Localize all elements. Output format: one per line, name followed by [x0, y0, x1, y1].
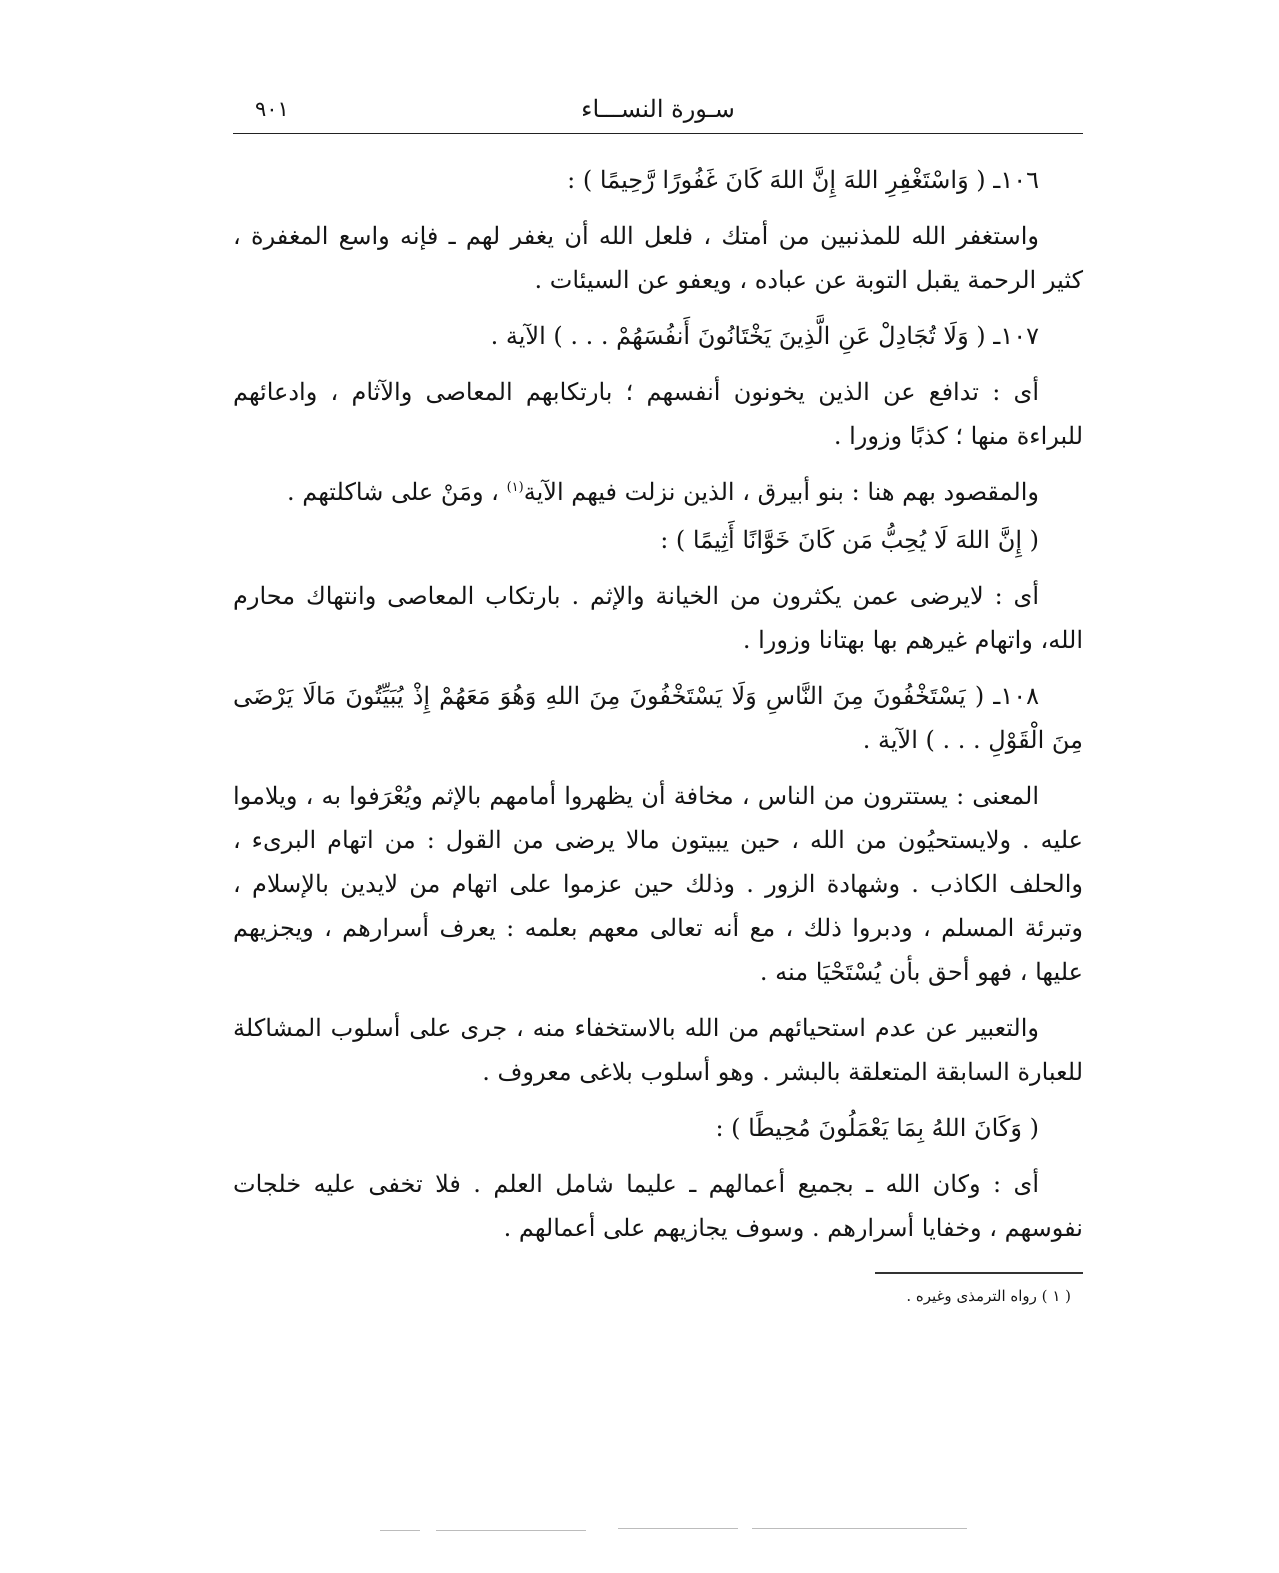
commentary-text-after-note: ، ومَنْ على شاكلتهم . [286, 478, 507, 506]
commentary-108-rhetoric: والتعبير عن عدم استحيائهم من الله بالاستخفاء منه ، جرى على أسلوب المشاكلة للعبارة السابقة المتعلقة بالبشر . وهو أسلوب بلاغى معروف . [233, 1014, 1083, 1086]
verse-107-continued: ( إِنَّ اللهَ لَا يُحِبُّ مَن كَانَ خَوَّانًا أَثِيمًا ) : [660, 526, 1039, 554]
footnote: ( ١ ) رواه الترمذى وغيره . [906, 1286, 1071, 1305]
scan-mark [752, 1528, 967, 1529]
verse-107: ١٠٧ـ ( وَلَا تُجَادِلْ عَنِ الَّذِينَ يَخْتَانُونَ أَنفُسَهُمْ . . . ) الآية . [490, 322, 1039, 350]
page-body [233, 158, 1083, 1310]
surah-title: سـورة النســـاء [581, 95, 735, 123]
verse-108-continued: ( وَكَانَ اللهُ بِمَا يَعْمَلُونَ مُحِيطًا ) : [715, 1114, 1039, 1142]
page [233, 95, 1083, 1310]
commentary-108-meaning: المعنى : يستترون من الناس ، مخافة أن يظهروا أمامهم بالإثم ويُعْرَفوا به ، ويلاموا عليه . ولايستحيُون من الله ، حين يبيتون مالا يرضى من القول : من اتهام البرىء ، والحلف الكاذب . وشهادة الزور . وذلك حين عزموا على اتهام من لايدين بالإسلام ، وتبرئة المسلم ، ودبروا ذلك ، مع أنه تعالى معهم بعلمه : يعرف أسرارهم ، ويجزيهم عليها ، فهو أحق بأن يُسْتَحْيَا منه . [233, 782, 1083, 986]
scan-mark [436, 1530, 586, 1531]
commentary-text-before-note: والمقصود بهم هنا : بنو أبيرق ، الذين نزلت فيهم الآية [523, 478, 1039, 506]
page-number: ٩٠١ [255, 97, 289, 121]
verse-108: ١٠٨ـ ( يَسْتَخْفُونَ مِنَ النَّاسِ وَلَا يَسْتَخْفُونَ مِنَ اللهِ وَهُوَ مَعَهُمْ إِذْ يُبَيِّتُونَ مَالَا يَرْضَى مِنَ الْقَوْلِ . . . ) الآية . [233, 682, 1083, 754]
commentary-106: واستغفر الله للمذنبين من أمتك ، فلعل الله أن يغفر لهم ـ فإنه واسع المغفرة ، كثير الرحمة يقبل التوبة عن عباده ، ويعفو عن السيئات . [233, 222, 1083, 294]
commentary-107-intended [233, 470, 1083, 514]
page-header [233, 95, 1083, 134]
scan-mark [380, 1530, 420, 1531]
scan-mark [618, 1528, 738, 1529]
verse-106: ١٠٦ـ ( وَاسْتَغْفِرِ اللهَ إِنَّ اللهَ كَانَ غَفُورًا رَّحِيمًا ) : [567, 166, 1039, 194]
commentary-107-continued: أى : لايرضى عمن يكثرون من الخيانة والإثم . بارتكاب المعاصى وانتهاك محارم الله، واتهام غيرهم بها بهتانا وزورا . [233, 582, 1083, 654]
footnote-divider [875, 1272, 1083, 1274]
commentary-107: أى : تدافع عن الذين يخونون أنفسهم ؛ بارتكابهم المعاصى والآثام ، وادعائهم للبراءة منها ؛ كذبًا وزورا . [233, 378, 1083, 450]
footnote-marker: (١) [506, 480, 524, 495]
commentary-108-continued: أى : وكان الله ـ بجميع أعمالهم ـ عليما شامل العلم . فلا تخفى عليه خلجات نفوسهم ، وخفايا أسرارهم . وسوف يجازيهم على أعمالهم . [233, 1170, 1083, 1242]
